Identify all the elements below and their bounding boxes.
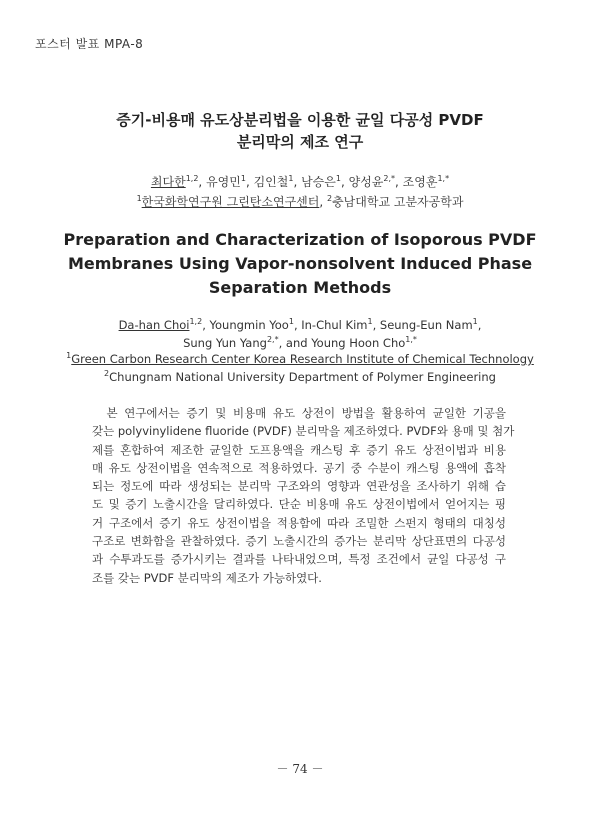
korean-author-5-sup: 2,* xyxy=(383,174,396,183)
abstract-line: 제를 혼합하여 제조한 균일한 도프용액을 캐스팅 후 증기 유도 상전이법과 비용 xyxy=(92,442,506,457)
korean-author-separator: , xyxy=(245,175,254,189)
english-affil-1-sup: 1 xyxy=(66,351,72,361)
english-author-5-sup: 2,* xyxy=(266,335,279,345)
korean-affil-2: 충남대학교 고분자공학과 xyxy=(332,195,464,209)
english-title-line-3: Separation Methods xyxy=(208,278,392,297)
korean-author-separator: , xyxy=(395,175,403,189)
korean-author-6: 조영훈 xyxy=(402,175,438,189)
page-number: － 74 － xyxy=(276,762,324,776)
korean-author-4-sup: 1 xyxy=(335,174,341,183)
english-author-5: Sung Yun Yang xyxy=(183,336,267,350)
english-title-line-1: Preparation and Characterization of Isoporous PVDF xyxy=(63,230,537,249)
abstract-line: 구조로 변화함을 관찰하였다. 증기 노출시간의 증가는 분리막 상단표면의 다공성 xyxy=(92,534,506,549)
korean-title-line-2: 분리막의 제조 연구 xyxy=(236,133,364,151)
korean-author-1: 최다한 xyxy=(150,175,186,189)
korean-title-line-1: 증기-비용매 유도상분리법을 이용한 균일 다공성 PVDF xyxy=(116,111,484,129)
korean-author-list xyxy=(0,173,600,190)
korean-author-separator: , xyxy=(293,175,302,189)
english-affiliation-2 xyxy=(0,370,600,384)
english-affil-2-text: Chungnam National University Department of Polymer Engineering xyxy=(109,370,496,384)
english-author-1-sup: 1,2 xyxy=(189,317,203,327)
session-header: 포스터 발표 MPA-8 xyxy=(35,37,144,51)
abstract-line: 조를 갖는 PVDF 분리막의 제조가 가능하였다. xyxy=(92,570,322,585)
abstract-line: 매 유도 상전이법을 연속적으로 적용하였다. 공기 중 수분이 캐스팅 용액에 흡착 xyxy=(92,460,506,475)
english-author-3: In-Chul Kim xyxy=(301,318,368,332)
korean-author-3-sup: 1 xyxy=(288,174,294,183)
korean-affil-1: 한국화학연구원 그린탄소연구센터 xyxy=(141,195,320,209)
abstract-body xyxy=(92,404,515,587)
english-author-1: Da-han Choi xyxy=(118,318,190,332)
english-author-4-sup: 1 xyxy=(472,317,478,327)
korean-author-3: 김인철 xyxy=(253,175,289,189)
english-author-6: Young Hoon Cho xyxy=(311,336,406,350)
abstract-line: 본 연구에서는 증기 및 비용매 유도 상전이 방법을 활용하여 균일한 기공을 xyxy=(92,406,506,420)
korean-affil-2-sup: 2 xyxy=(327,194,333,203)
english-affil-2-sup: 2 xyxy=(104,369,110,379)
abstract-line: 갖는 polyvinylidene fluoride (PVDF) 분리막을 제조하였다. PVDF와 용매 및 첨가 xyxy=(92,424,515,439)
english-authors-line-1: Da-han Choi$^{1,2}$, Youngmin Yoo$^1$, In-Chul Kim$^1$, Seung-Eun Nam$^1$, xyxy=(118,317,482,332)
korean-author-5: 양성윤 xyxy=(348,175,384,189)
english-author-4: Seung-Eun Nam xyxy=(379,318,473,332)
korean-author-2-sup: 1 xyxy=(240,174,246,183)
english-authors-line-2: Sung Yun Yang$^{2,*}$, and Young Hoon Cho$^{1,*}$ xyxy=(183,335,417,350)
korean-author-separator: , xyxy=(198,175,207,189)
english-author-2: Youngmin Yoo xyxy=(209,318,289,332)
abstract-line: 도 및 증기 노출시간을 달리하였다. 단순 비용매 유도 상전이법에서 얻어지는 핑 xyxy=(92,497,506,512)
korean-author-4: 남승은 xyxy=(301,175,336,189)
korean-affiliations: $^1$한국화학연구원 그린탄소연구센터, $^2$충남대학교 고분자공학과 xyxy=(136,194,464,209)
english-author-3-sup: 1 xyxy=(367,317,373,327)
abstract-line: 되는 정도에 따라 생성되는 분리막 구조와의 영향과 연관성을 조사하기 위해 습 xyxy=(92,479,506,494)
english-affiliation-1 xyxy=(0,352,600,366)
korean-author-2: 유영민 xyxy=(206,175,241,189)
korean-author-1-sup: 1,2 xyxy=(185,174,199,183)
abstract-line: 과 수투과도를 증가시키는 결과를 나타내었으며, 특정 조건에서 균일 다공성 구 xyxy=(92,552,506,567)
korean-author-separator: , xyxy=(340,175,349,189)
korean-affil-1-sup: 1 xyxy=(136,194,142,203)
english-affil-1-text: Green Carbon Research Center Korea Research Institute of Chemical Technology xyxy=(71,352,534,366)
abstract-line: 거 구조에서 증기 유도 상전이법을 적용함에 따라 조밀한 스펀지 형태의 대칭성 xyxy=(92,515,506,530)
english-title-line-2: Membranes Using Vapor-nonsolvent Induced Phase xyxy=(67,254,533,273)
english-author-6-sup: 1,* xyxy=(405,335,417,345)
english-and: and xyxy=(285,336,308,350)
korean-author-6-sup: 1,* xyxy=(437,174,450,183)
english-author-2-sup: 1 xyxy=(288,317,294,327)
